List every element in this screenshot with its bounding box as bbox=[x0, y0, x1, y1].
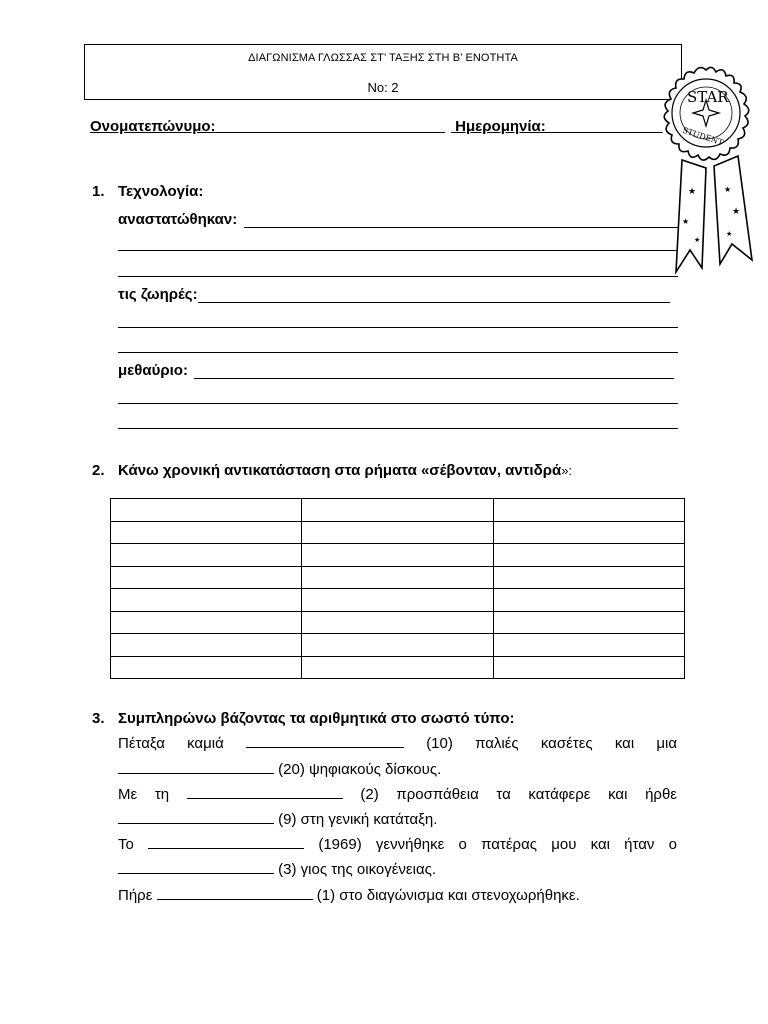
svg-text:★: ★ bbox=[732, 207, 741, 217]
answer-line bbox=[244, 227, 678, 228]
table-cell[interactable] bbox=[302, 589, 493, 612]
table-cell[interactable] bbox=[111, 521, 302, 544]
star-student-badge-icon bbox=[652, 64, 760, 280]
date-field-label: Ημερομηνία:______________ bbox=[455, 118, 663, 135]
question-1-heading bbox=[92, 183, 203, 200]
table-cell[interactable] bbox=[111, 499, 302, 522]
header-box bbox=[84, 44, 682, 100]
table-row bbox=[111, 611, 685, 634]
table-row bbox=[111, 656, 685, 679]
answer-line bbox=[118, 352, 678, 353]
q3-text: (10) παλιές κασέτες και μια bbox=[426, 735, 678, 752]
question-2-number: 2. bbox=[92, 462, 105, 479]
answer-line bbox=[118, 250, 678, 251]
q3-sentence-3 bbox=[118, 832, 677, 857]
table-row bbox=[111, 521, 685, 544]
verb-table bbox=[110, 498, 685, 679]
table-cell[interactable] bbox=[302, 656, 493, 679]
answer-line bbox=[118, 276, 678, 277]
answer-line bbox=[118, 403, 678, 404]
table-cell[interactable] bbox=[493, 566, 684, 589]
answer-blank[interactable] bbox=[118, 810, 274, 824]
table-cell[interactable] bbox=[302, 544, 493, 567]
q3-sentence-3-cont bbox=[118, 857, 677, 882]
table-cell[interactable] bbox=[111, 589, 302, 612]
question-3-number: 3. bbox=[92, 710, 105, 727]
q1-word-1: αναστατώθηκαν: bbox=[118, 211, 238, 228]
question-3-title: Συμπληρώνω βάζοντας τα αριθμητικά στο σωστό τύπο: bbox=[118, 710, 515, 727]
q1-word-2: τις ζωηρές: bbox=[118, 286, 198, 303]
q3-sentence-1-cont bbox=[118, 757, 677, 782]
answer-blank[interactable] bbox=[148, 835, 304, 849]
answer-blank[interactable] bbox=[157, 886, 313, 900]
q3-text: (2) προσπάθεια τα κατάφερε και ήρθε bbox=[360, 786, 677, 803]
table-cell[interactable] bbox=[302, 521, 493, 544]
svg-text:★: ★ bbox=[726, 230, 733, 238]
svg-text:★: ★ bbox=[694, 236, 701, 244]
q3-text: Πήρε bbox=[118, 887, 153, 904]
question-2-heading bbox=[92, 462, 572, 479]
exam-title: ΔΙΑΓΩΝΙΣΜΑ ΓΛΩΣΣΑΣ ΣΤ’ ΤΑΞΗΣ ΣΤΗ Β’ ΕΝΟΤΗΤΑ bbox=[248, 52, 518, 64]
question-2-title: Κάνω χρονική αντικατάσταση στα ρήματα «σέβονταν, αντιδρά bbox=[118, 462, 562, 479]
table-cell[interactable] bbox=[493, 499, 684, 522]
q3-text: (9) στη γενική κατάταξη. bbox=[278, 811, 438, 828]
exam-number: No: 2 bbox=[367, 80, 399, 95]
table-cell[interactable] bbox=[302, 566, 493, 589]
q3-sentence-2-cont bbox=[118, 807, 677, 832]
table-cell[interactable] bbox=[302, 499, 493, 522]
table-cell[interactable] bbox=[111, 566, 302, 589]
table-cell[interactable] bbox=[493, 521, 684, 544]
table-row bbox=[111, 544, 685, 567]
q3-sentence-4 bbox=[118, 883, 677, 908]
table-cell[interactable] bbox=[111, 634, 302, 657]
answer-line bbox=[198, 302, 670, 303]
svg-text:★: ★ bbox=[682, 217, 690, 226]
answer-line bbox=[118, 428, 678, 429]
q3-text: (1) στο διαγώνισμα και στενοχωρήθηκε. bbox=[316, 887, 580, 904]
table-row bbox=[111, 566, 685, 589]
table-cell[interactable] bbox=[493, 611, 684, 634]
table-cell[interactable] bbox=[493, 634, 684, 657]
table-row bbox=[111, 499, 685, 522]
answer-line bbox=[118, 327, 678, 328]
q3-text: Πέταξα καμιά bbox=[118, 735, 224, 752]
q3-sentence-2 bbox=[118, 782, 677, 807]
name-field-label: Ονοματεπώνυμο:___________________________ bbox=[90, 118, 441, 135]
name-date-row bbox=[90, 118, 663, 135]
answer-blank[interactable] bbox=[118, 860, 274, 874]
answer-blank[interactable] bbox=[246, 734, 404, 748]
table-cell[interactable] bbox=[302, 611, 493, 634]
question-3-heading bbox=[92, 710, 515, 727]
table-cell[interactable] bbox=[493, 589, 684, 612]
table-cell[interactable] bbox=[302, 634, 493, 657]
answer-blank[interactable] bbox=[187, 785, 343, 799]
q3-sentence-1 bbox=[118, 731, 677, 756]
q3-text: (1969) γεννήθηκε ο πατέρας μου και ήταν ο bbox=[318, 836, 677, 853]
q3-text: Με τη bbox=[118, 786, 170, 803]
svg-text:★: ★ bbox=[688, 187, 697, 197]
table-cell[interactable] bbox=[111, 656, 302, 679]
table-row bbox=[111, 589, 685, 612]
question-2-title-end: »: bbox=[561, 463, 573, 478]
table-cell[interactable] bbox=[111, 544, 302, 567]
badge-top-text: STAR bbox=[687, 88, 729, 106]
answer-line bbox=[194, 378, 674, 379]
q1-word-3: μεθαύριο: bbox=[118, 362, 188, 379]
table-cell[interactable] bbox=[111, 611, 302, 634]
question-1-number: 1. bbox=[92, 183, 105, 200]
q3-text: Το bbox=[118, 836, 134, 853]
table-cell[interactable] bbox=[493, 544, 684, 567]
question-1-title: Τεχνολογία: bbox=[118, 183, 204, 200]
table-cell[interactable] bbox=[493, 656, 684, 679]
q3-text: (3) γιος της οικογένειας. bbox=[278, 861, 437, 878]
badge-bottom-text: STUDENT bbox=[681, 125, 725, 148]
svg-text:★: ★ bbox=[724, 185, 732, 194]
q3-text: (20) ψηφιακούς δίσκους. bbox=[278, 761, 442, 778]
table-row bbox=[111, 634, 685, 657]
answer-blank[interactable] bbox=[118, 760, 274, 774]
